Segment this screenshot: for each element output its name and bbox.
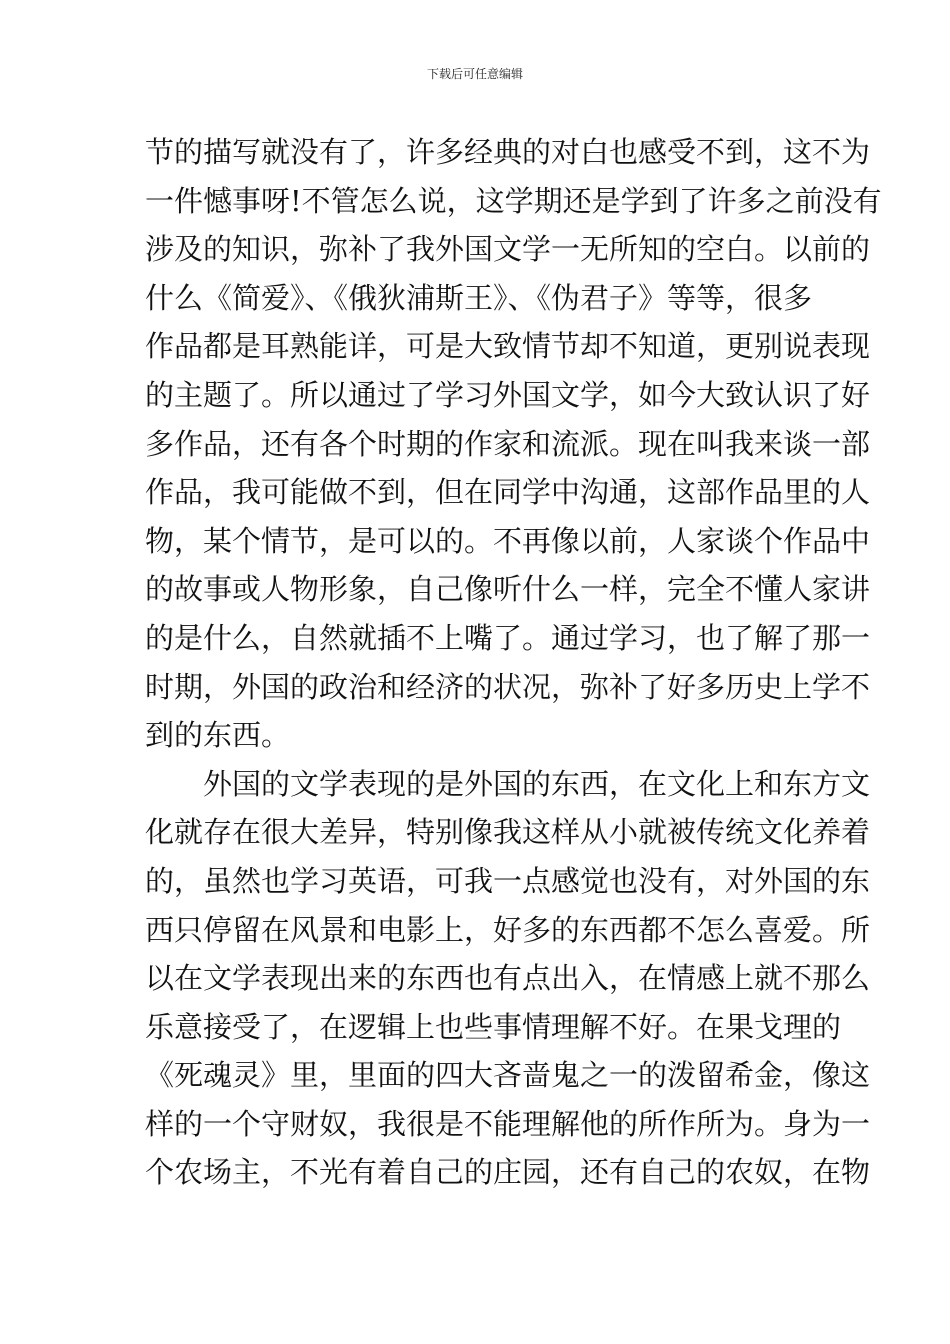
text-line: 物，某个情节，是可以的。不再像以前，人家谈个作品中 [145,523,871,558]
text-line: 到的东西。 [145,718,291,753]
text-line: 节的描写就没有了，许多经典的对白也感受不到，这不为 [145,135,871,169]
text-line: 作品，我可能做不到，但在同学中沟通，这部作品里的人 [145,475,871,510]
text-line: 西只停留在风景和电影上，好多的东西都不怎么喜爱。所 [145,912,871,947]
text-line: 作品都是耳熟能详，可是大致情节却不知道，更别说表现 [145,329,871,364]
paragraph-2 [145,760,871,1197]
paragraph-1 [145,128,882,760]
text-line: 的，虽然也学习英语，可我一点感觉也没有，对外国的东 [145,863,871,898]
text-line: 的是什么，自然就插不上嘴了。通过学习，也了解了那一 [145,620,871,655]
text-line: 一件憾事呀!不管怎么说，这学期还是学到了许多之前没有 [145,183,882,218]
text-line: 样的一个守财奴，我很是不能理解他的所作所为。身为一 [145,1106,871,1141]
text-line: 的主题了。所以通过了学习外国文学，如今大致认识了好 [145,377,871,412]
text-line: 外国的文学表现的是外国的东西，在文化上和东方文 [203,766,871,801]
text-line: 个农场主，不光有着自己的庄园，还有自己的农奴，在物 [145,1155,871,1190]
text-line: 《死魂灵》里，里面的四大吝啬鬼之一的泼留希金，像这 [145,1058,871,1093]
text-line: 多作品，还有各个时期的作家和流派。现在叫我来谈一部 [145,426,871,461]
text-line: 什么《简爱》、《俄狄浦斯王》、《伪君子》等等，很多 [145,280,813,315]
document-body [145,128,882,1197]
text-line: 以在文学表现出来的东西也有点出入，在情感上就不那么 [145,961,871,996]
text-line: 的故事或人物形象，自己像听什么一样，完全不懂人家讲 [145,572,871,607]
page-header: 下载后可任意编辑 [426,67,523,81]
text-line: 化就存在很大差异，特别像我这样从小就被传统文化养着 [145,815,871,850]
text-line: 时期，外国的政治和经济的状况，弥补了好多历史上学不 [145,669,871,704]
text-line: 乐意接受了，在逻辑上也些事情理解不好。在果戈理的 [145,1009,842,1044]
text-line: 涉及的知识，弥补了我外国文学一无所知的空白。以前的 [145,232,871,267]
